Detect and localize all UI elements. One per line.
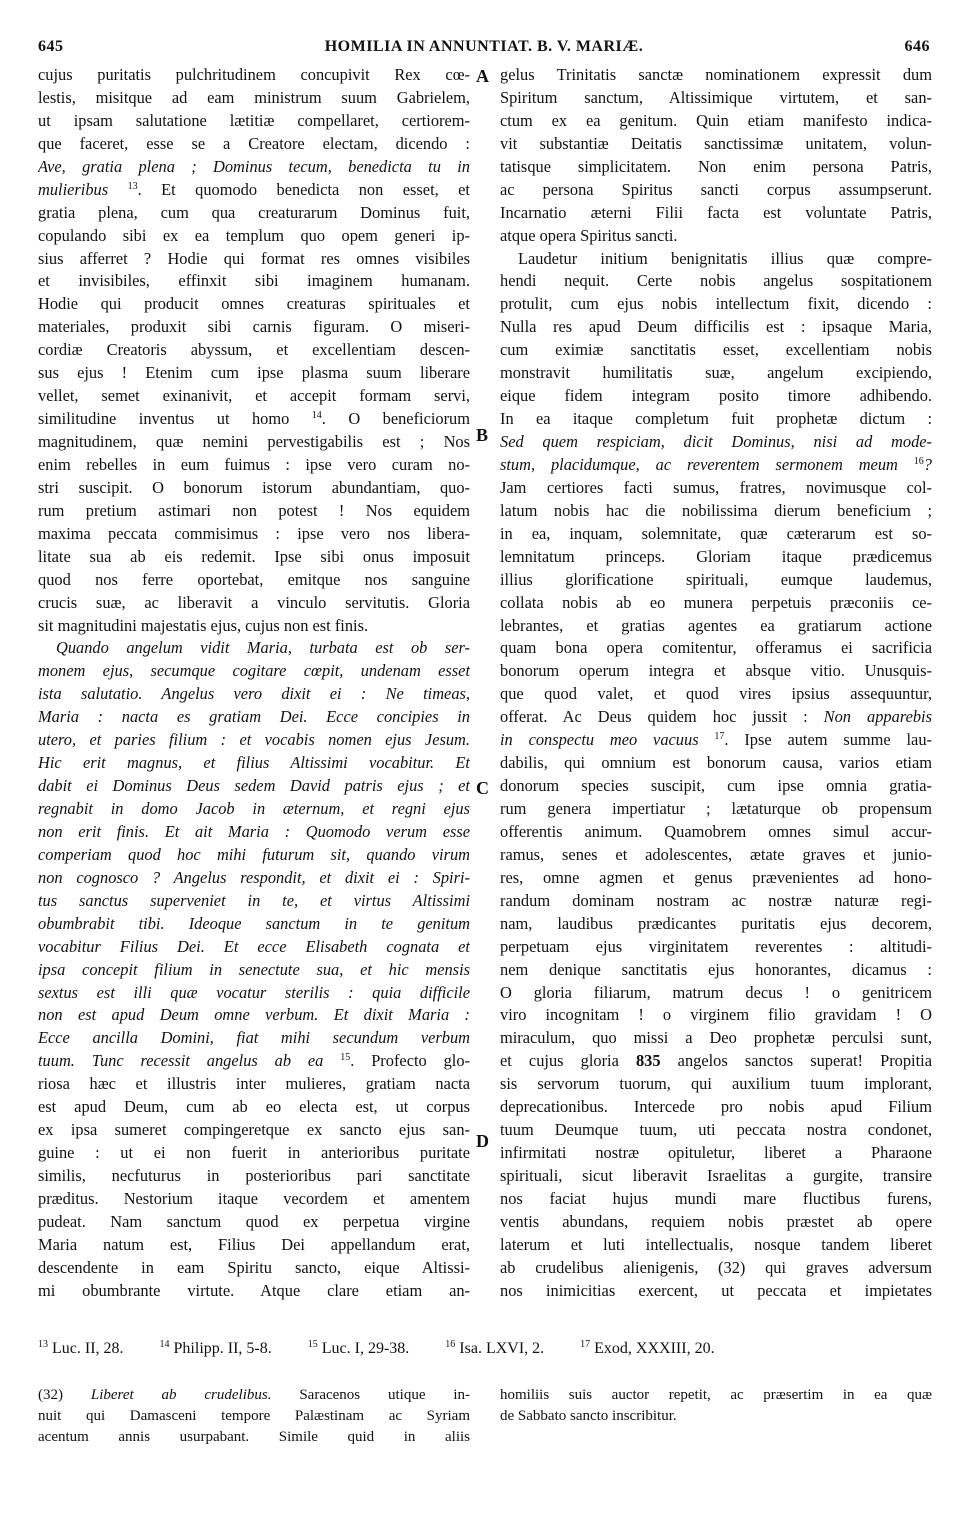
text-fragment: tuum. Tunc recessit angelus ab ea (38, 1051, 324, 1071)
text-line: ab crudelibus alienigenis, (32) qui graves adversum (500, 1257, 932, 1277)
text-line: Jam certiores facti sumus, fratres, novimusque col- (500, 477, 932, 497)
text-line: non erit finis. Et ait Maria : Quomodo verum esse (38, 821, 470, 841)
text-line: cordiæ Creatoris abyssum, et excellentiam descen- (38, 340, 470, 360)
text-line: que quod valet, et quod vires ipsius assequuntur, (500, 684, 932, 704)
text-line: Hic erit magnus, et filius Altissimi vocabitur. Et (38, 753, 470, 773)
text-line: Maria : nacta es gratiam Dei. Ecce concipies in (38, 707, 470, 727)
page-number-right: 646 (904, 38, 930, 55)
running-title: HOMILIA IN ANNUNTIAT. B. V. MARIÆ. (324, 38, 644, 55)
text-line: rum pretium astimari non potest ! Nos equidem (38, 500, 470, 520)
text-line: Sed quem respiciam, dicit Dominus, nisi ad mode- (500, 432, 932, 451)
text-line: ctum ex ea genitum. Quin etiam manifesto indica- (500, 110, 932, 130)
text-line: in ea, inquam, solemnitate, quæ cæterarum est so- (500, 523, 932, 543)
margin-marker-d: D (476, 1131, 489, 1151)
text-line: descendente in eam Spiritu sancto, eique Altissi- (38, 1257, 470, 1277)
text-line: bonorum operum integra et absque vitio. Unusquis- (500, 661, 932, 681)
text-line: Ecce ancilla Domini, fiat mihi secundum verbum (38, 1028, 470, 1048)
text-line: O gloria filiarum, matrum decus ! o genitricem (500, 982, 932, 1002)
text-line: monstravit humilitatis suæ, angelum excipiendo, (500, 363, 932, 383)
text-line: randum dominam nostram ac nostræ naturæ regi- (500, 890, 932, 910)
text-line: Spiritum sanctum, Altissimique virtutem, et san- (500, 87, 932, 107)
text-line: vellet, semet exinanivit, et accepit formam servi, (38, 386, 470, 406)
column-number: 835 (635, 1051, 661, 1071)
text-line: sus ejus ! Etenim cum ipse plasma suum liberare (38, 363, 470, 383)
footnote-number: 17 (580, 1339, 591, 1350)
note-line: acentum annis usurpabant. Simile quid in aliis (38, 1429, 470, 1445)
right-column (500, 64, 932, 1326)
text-line: que faceret, esse se a Creatore electam, dicendo : (38, 133, 470, 153)
text-fragment: . O beneficiorum (321, 409, 470, 429)
text-line (500, 729, 932, 752)
text-line (500, 1050, 932, 1073)
text-line: ipsa concepit filium in senectute sua, et hic mensis (38, 959, 470, 979)
text-line: Hodie qui producit omnes creaturas spirituales et (38, 294, 470, 314)
text-line: Quando angelum vidit Maria, turbata est ob ser- (56, 638, 470, 658)
text-line: atque opera Spiritus sancti. (500, 225, 678, 245)
text-line: quam bona opera comitentur, offeramus ei sacrificia (500, 638, 932, 658)
editor-note-right (500, 1385, 932, 1427)
text-line: monem ejus, secumque cogitare cœpit, undenam esset (38, 661, 470, 681)
page-header (38, 38, 930, 60)
text-line: gelus Trinitatis sanctæ nominationem expressit dum (500, 65, 932, 84)
text-line: riosa hæc et illustris inter mulieres, gratiam nacta (38, 1074, 470, 1094)
footnote-ref: 16 (913, 455, 924, 467)
text-line: cujus puritatis pulchritudinem concupivit Rex cœ- (38, 65, 470, 84)
footnote-text: Exod, XXXIII, 20. (594, 1340, 715, 1357)
text-line: pudeat. Nam sanctum quod ex perpetua virgine (38, 1211, 470, 1231)
text-line: copulando sibi ex ea templum quo opem generi ip- (38, 225, 470, 245)
text-fragment: . Profecto glo- (350, 1051, 470, 1071)
text-line: Ave, gratia plena ; Dominus tecum, benedicta tu in (38, 156, 470, 176)
note-line (38, 1385, 470, 1406)
footnote-number: 16 (445, 1339, 456, 1350)
text-line: res, omne agmen et genus prævenientes ad hono- (500, 867, 932, 887)
text-line: collata nobis ab eo munera perpetuis præconiis ce- (500, 592, 932, 612)
text-line: mi obumbrante virtute. Atque clare etiam an- (38, 1280, 470, 1300)
text-line: Laudetur initium benignitatis illius quæ compre- (518, 248, 932, 268)
text-line: stum, placidumque, ac reverentem sermonem meum $^{16}$? (500, 454, 932, 474)
text-line (38, 1050, 470, 1073)
text-fragment: offerat. Ac Deus quidem hoc jussit : (500, 707, 808, 727)
text-line: vocabitur Filius Dei. Et ecce Elisabeth cognata et (38, 936, 470, 956)
text-line: ut ipsam salutatione lætitiæ compellaret, certiorem- (38, 110, 470, 130)
text-line: Incarnatio æterni Filii facta est voluntate Patris, (500, 202, 932, 222)
text-line: miraculum, quo missi a Deo prophetæ perculsi sunt, (500, 1028, 932, 1048)
footnote-text: Luc. I, 29-38. (321, 1340, 410, 1357)
text-fragment: Non apparebis (823, 707, 932, 727)
text-line: crucis suæ, ac liberavit a vinculo servitutis. Gloria (38, 592, 470, 612)
footnote-text: Luc. II, 28. (52, 1340, 124, 1357)
text-line: ventis abundans, requiem nobis præstet ab opere (500, 1211, 932, 1231)
text-line: similis, necfuturus in posterioribus pari sanctitate (38, 1166, 470, 1185)
text-line: sextus est illi quæ vocatur sterilis : quia difficile (38, 982, 470, 1002)
text-line: non cognosco ? Angelus respondit, et dixit ei : Spiri- (38, 867, 470, 887)
text-line: tatisque simplicitatem. Non enim persona Patris, (500, 156, 932, 176)
text-fragment: et cujus gloria (500, 1051, 619, 1071)
note-number: (32) (38, 1387, 63, 1403)
text-fragment: stum, placidumque, ac reverentem sermonem meum (500, 454, 898, 474)
text-line: comperiam quod hoc mihi futurum sit, quando virum (38, 844, 470, 864)
text-fragment: . Ipse autem summe lau- (724, 730, 932, 750)
text-fragment: angelos sanctos superat! Propitia (677, 1051, 932, 1071)
text-line: guine : ut ei non fuerit in anterioribus puritate (38, 1143, 470, 1163)
text-line: hendi nequit. Certe nobis angelus sospitationem (500, 271, 932, 291)
text-line: maxima peccata commisimus : ipse vero nos libera- (38, 523, 470, 543)
page-number-left: 645 (38, 38, 64, 55)
note-line: de Sabbato sancto inscribitur. (500, 1408, 677, 1424)
text-line: quod nos ferre oportebat, emitque nos sanguine (38, 569, 470, 589)
text-line: tuum Deumque tuum, uti peccata nostra condonet, (500, 1120, 932, 1140)
text-line: est apud Deum, cum ab eo electa est, ut corpus (38, 1097, 470, 1117)
footnote-ref: 15 (340, 1052, 351, 1064)
margin-marker-c: C (476, 778, 489, 798)
text-line: gratia plena, cum qua creaturarum Dominus fuit, (38, 202, 470, 222)
margin-marker-a: A (476, 66, 489, 86)
text-line: ista salutatio. Angelus vero dixit ei : Ne timeas, (38, 684, 470, 704)
footnote-ref: 13 (127, 180, 138, 192)
text-line: nos inimicitias exercent, ut peccata et impietates (500, 1280, 932, 1300)
text-line: illius glorificatione spirituali, eumque laudemus, (500, 569, 932, 589)
text-line: infirmitati nostræ opituletur, liberet a Pharaone (500, 1143, 932, 1163)
text-line: stri suscipit. O bonorum istorum abundantiam, quo- (38, 477, 470, 497)
footnotes (38, 1340, 930, 1358)
footnote-number: 13 (38, 1339, 48, 1350)
note-lemma: Liberet ab crudelibus. (90, 1387, 272, 1403)
text-line: viro incognitam ! o virginem filio gravidam ! O (500, 1005, 932, 1025)
text-line (38, 179, 470, 202)
text-line: præditus. Nestorium itaque vecordem et amentem (38, 1188, 470, 1208)
text-line: sius afferret ? Hodie qui format res omnes visibiles (38, 248, 470, 268)
text-fragment: . Et quomodo benedicta non esset, et (137, 179, 470, 199)
note-line: homiliis suis auctor repetit, ac præsertim in ea quæ (500, 1387, 932, 1403)
text-line: enim rebelles in eum fuimus : ipse vero curam no- (38, 454, 470, 474)
text-line: offerentis animum. Quamobrem omnes simul accur- (500, 821, 932, 841)
text-fragment: similitudine inventus ut homo (38, 409, 290, 429)
footnote (38, 1340, 140, 1357)
text-line: obumbrabit tibi. Ideoque sanctum in te genitum (38, 913, 470, 933)
footnote-number: 14 (159, 1339, 170, 1350)
text-line: latum nobis hac die nobilissima dierum beneficium ; (500, 500, 932, 520)
footnote-number: 15 (307, 1339, 318, 1350)
text-line: litate sua ab eis redemit. Ipse sibi onus imposuit (38, 546, 470, 566)
text-line: vit substantiæ Deitatis sanctissimæ unitatem, volun- (500, 133, 932, 153)
text-line: tus sanctus superveniet in te, et virtus Altissimi (38, 890, 470, 910)
text-line: regnabit in domo Jacob in æternum, et regni ejus (38, 799, 470, 818)
footnote (308, 1340, 426, 1357)
text-line: et invisibiles, effinxit sibi imaginem humanam. (38, 271, 470, 291)
text-line: perpetuam ejus virginitatem reverentes : altitudi- (500, 936, 932, 956)
text-line: eique fidem integram posito timore adhibendo. (500, 386, 932, 406)
text-line: non est apud Deum omne verbum. Et dixit Maria : (38, 1005, 470, 1025)
margin-marker-b: B (476, 425, 489, 445)
text-line: ac persona Spiritus sancti corpus assumpserunt. (500, 179, 932, 199)
text-fragment: in conspectu meo vacuus (500, 730, 699, 750)
text-line: lemnitatum princeps. Gloriam itaque prædicemus (500, 546, 932, 566)
footnote-text: Philipp. II, 5-8. (173, 1340, 272, 1357)
text-line: protulit, cum ejus nobis intellectum fixit, dicendo : (500, 294, 932, 314)
text-line: ex ipsa sumeret compingeretque ex sancto ejus san- (38, 1120, 470, 1140)
text-line: sit magnitudini majestatis ejus, cujus non est finis. (38, 615, 369, 635)
text-line: materiales, produxit sibi carnis figuram. O miseri- (38, 317, 470, 337)
note-line: nuit qui Damasceni tempore Palæstinam ac Syriam (38, 1408, 470, 1424)
text-fragment: mulieribus (38, 179, 109, 199)
text-line: lebrantes, et gratias agentes ea gratiarum actione (500, 615, 932, 635)
text-line: nem denique sanctitatis ejus honorantes, dicamus : (500, 959, 932, 979)
footnote-ref: 14 (311, 410, 322, 422)
text-line: nam, laudibus prædicantes puritatis ejus decorem, (500, 913, 932, 933)
text-line: rum genera impertiatur ; lætaturque ob propensum (500, 799, 932, 818)
text-line: Maria natum est, Filius Dei appellandum erat, (38, 1234, 470, 1254)
editor-note-left (38, 1385, 470, 1448)
text-line: laterum et luti intellectualis, nosque tandem liberet (500, 1234, 932, 1254)
note-text: Saracenos utique in- (299, 1387, 470, 1403)
text-line: donorum species suscipit, cum ipse omnia gratia- (500, 776, 932, 796)
text-line: utero, et paries filium : et vocabis nomen ejus Jesum. (38, 730, 470, 750)
text-line: magnitudinem, quæ nemini pervestigabilis est ; Nos (38, 432, 470, 451)
footnote (580, 1340, 730, 1357)
text-line: sis servorum tuorum, qui auxilium tuum implorant, (500, 1074, 932, 1094)
text-line: lestis, misitque ad eam ministrum suum Gabrielem, (38, 87, 470, 107)
left-column (38, 64, 470, 1326)
text-line (500, 706, 932, 729)
text-line: Nulla res apud Deum difficilis est : ipsaque Maria, (500, 317, 932, 337)
text-line: ramus, senes et adolescentes, ætate graves et junio- (500, 844, 932, 864)
text-line: deprecationibus. Intercede pro nobis apud Filium (500, 1097, 932, 1117)
text-line: cum eximiæ sanctitatis esset, excellentiam nobis (500, 340, 932, 360)
text-line: In ea itaque completum fuit prophetæ dictum : (500, 409, 932, 429)
footnote (445, 1340, 560, 1357)
footnote-text: Isa. LXVI, 2. (459, 1340, 545, 1357)
text-line (38, 408, 470, 431)
text-line: spirituali, sicut liberavit Israelitas a gurgite, transire (500, 1166, 932, 1185)
text-line: nos faciat hujus mundi mare fluctibus furens, (500, 1188, 932, 1208)
text-line: dabilis, qui omnium est bonorum causa, varios etiam (500, 753, 932, 773)
footnote (160, 1340, 288, 1357)
footnote-ref: 17 (714, 731, 725, 743)
text-line: dabit ei Dominus Deus sedem David patris ejus ; et (38, 776, 470, 796)
